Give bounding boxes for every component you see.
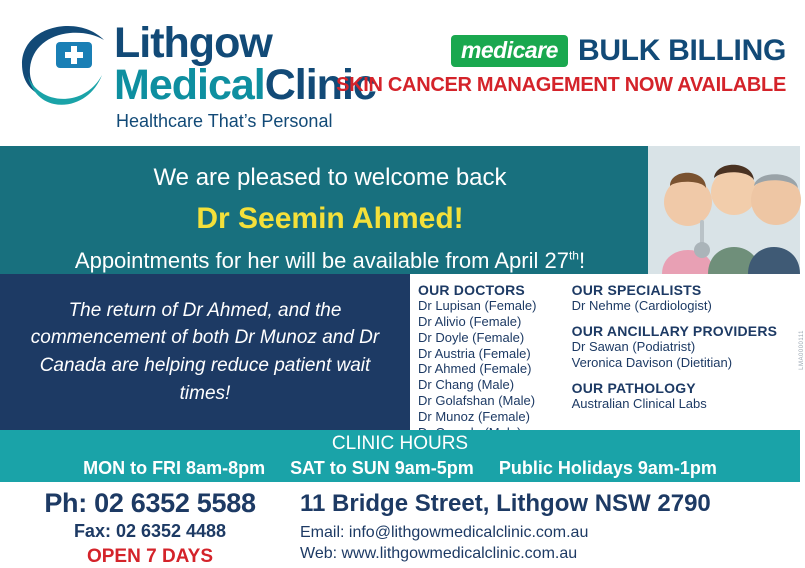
doctor-item: Dr Chang (Male) [418,377,515,393]
footer [0,482,800,568]
email-address[interactable]: Email: info@lithgowmedicalclinic.com.au [300,524,589,541]
doctor-item: Dr Doyle (Female) [418,329,525,345]
bulk-billing-label: BULK BILLING [577,34,786,67]
promo-block [336,34,786,97]
logo [0,14,376,133]
middle-section [0,274,800,430]
print-code: LMA0000111 [799,330,805,370]
doctors-column [410,274,566,430]
doctor-item: Dr Golafshan (Male) [418,393,536,409]
open-7-days-label: OPEN 7 DAYS [86,546,213,567]
ancillary-item: Veronica Davison (Dietitian) [571,354,733,370]
hours-weekend: SAT to SUN 9am-5pm [290,458,474,478]
spacer [572,314,800,323]
quote-panel [0,274,410,430]
doctor-item: Dr Austria (Female) [418,345,531,361]
welcome-availability [0,248,660,274]
doctor-item: Dr Alivio (Female) [418,313,522,329]
clinic-hours-band [0,430,800,482]
pathology-heading: OUR PATHOLOGY [571,379,696,396]
doctor-item: Dr Lupisan (Female) [418,298,537,313]
quote-text: The return of Dr Ahmed, and the commencement of both Dr Munoz and Dr Canada are helping reduce patient wait times! [30,299,380,404]
contact-address-block [300,482,800,563]
website-url[interactable]: Web: www.lithgowmedicalclinic.com.au [300,545,578,562]
family-photo [648,146,800,274]
fax-number: Fax: 02 6352 4488 [73,521,227,541]
phone-number[interactable]: Ph: 02 6352 5588 [44,488,256,518]
hours-holidays: Public Holidays 9am-1pm [498,458,717,478]
clinic-hours-details [0,458,800,479]
logo-tagline: Healthcare That’s Personal [116,111,333,132]
ancillary-item: Dr Sawan (Podiatrist) [571,338,696,354]
pathology-item: Australian Clinical Labs [571,395,707,411]
welcome-banner [0,146,800,274]
ancillary-heading: OUR ANCILLARY PROVIDERS [571,322,778,339]
availability-ordinal: th [568,248,579,263]
spacer [572,371,800,380]
logo-medical-word: Medical [114,60,265,109]
clinic-hours-title: CLINIC HOURS [331,433,469,454]
contact-phone-block [0,482,300,568]
welcome-doctor-name: Dr Seemin Ahmed! [196,202,464,235]
skin-cancer-label: SKIN CANCER MANAGEMENT NOW AVAILABLE [336,74,786,96]
hours-weekday: MON to FRI 8am-8pm [83,458,266,478]
availability-suffix: ! [578,248,586,273]
logo-clinic-word: Clinic [264,60,376,109]
promo-row [336,34,786,68]
doctor-item: Dr Ahmed (Female) [418,361,532,377]
doctors-heading: OUR DOCTORS [418,282,525,298]
doctor-item: Dr Munoz (Female) [418,409,530,425]
caduceus-swoosh-icon [14,20,108,106]
providers-panel [410,274,800,430]
specialist-item: Dr Nehme (Cardiologist) [571,298,712,313]
welcome-text [0,146,660,274]
specialists-heading: OUR SPECIALISTS [571,282,702,298]
specialists-column [566,274,800,430]
logo-line-1: Lithgow [114,18,272,67]
welcome-line-1: We are pleased to welcome back [153,164,507,191]
medicare-badge: medicare [451,35,568,67]
header [0,0,800,146]
street-address: 11 Bridge Street, Lithgow NSW 2790 [300,490,711,517]
availability-prefix: Appointments for her will be available from April 27 [74,248,569,273]
